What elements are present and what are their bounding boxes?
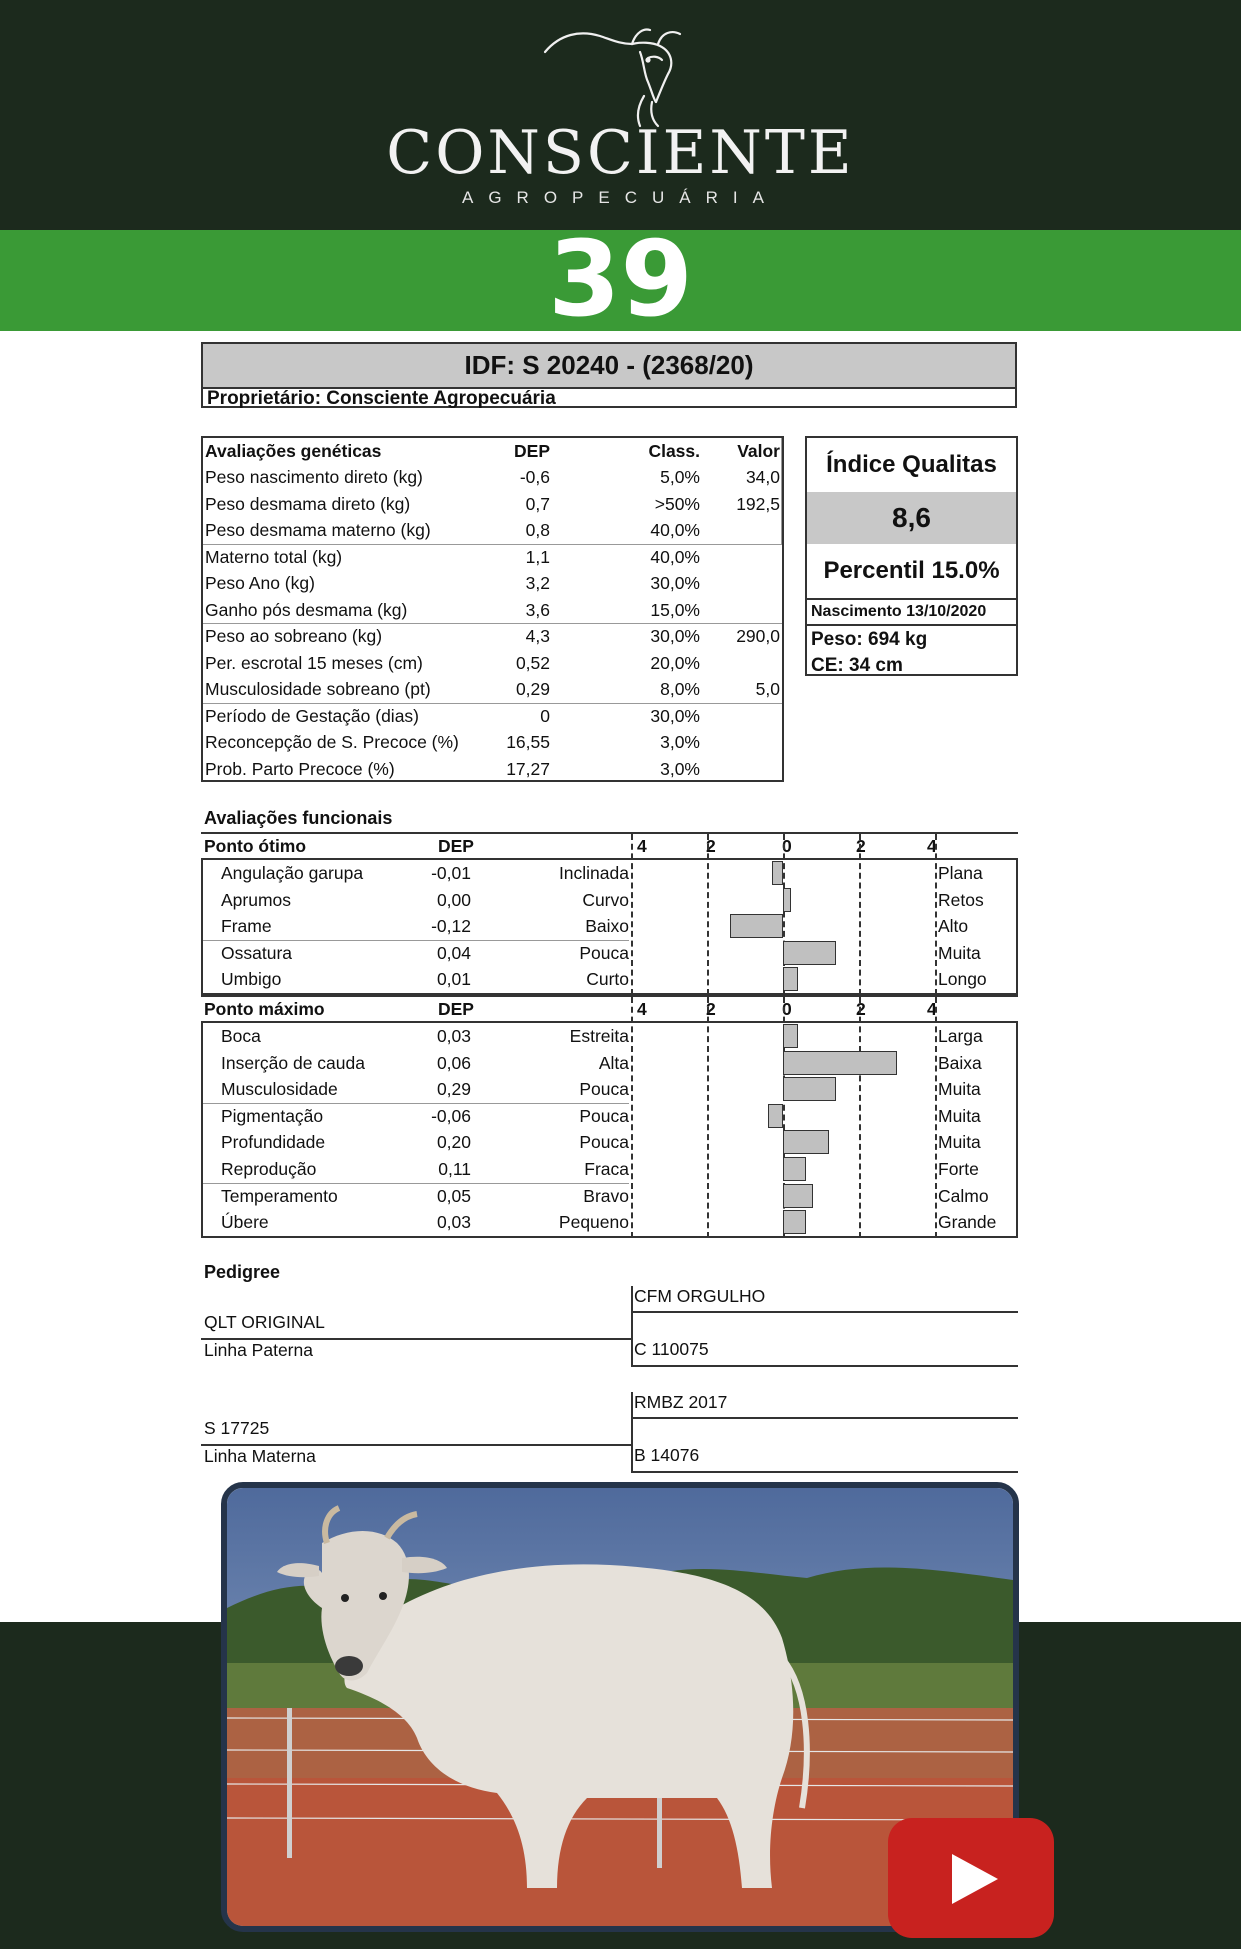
trait-bar: [783, 941, 836, 965]
trait-high-label: Alto: [938, 916, 969, 937]
genetic-cell: 30,0%: [650, 705, 700, 726]
scale-tick-label: 0: [782, 999, 792, 1019]
pedigree-dam-label: Linha Materna: [204, 1446, 316, 1466]
scale-tick-label: 2: [856, 836, 866, 856]
trait-dep: 0,29: [436, 1079, 471, 1100]
genetic-cell: 3,0%: [660, 732, 700, 752]
genetic-cell: Per. escrotal 15 meses (cm): [205, 652, 423, 673]
trait-low-label: Estreita: [569, 1026, 629, 1046]
genetic-cell: 40,0%: [650, 520, 700, 540]
genetic-cell: 0,52: [515, 652, 550, 673]
genetic-row: [203, 491, 782, 517]
genetic-cell: 34,0: [745, 467, 780, 487]
trait-bar: [783, 1051, 897, 1075]
genetic-cell: 0,7: [525, 493, 550, 514]
trait-low-label: Curto: [586, 969, 629, 990]
trait-high-label: Calmo: [938, 1185, 989, 1206]
qualitas-box: [805, 436, 1018, 676]
trait-dep: 0,11: [438, 1159, 471, 1179]
functional-header-row: [201, 833, 1018, 859]
birth-date: Nascimento 13/10/2020: [811, 603, 987, 620]
pedigree-sire-dam: C 110075: [634, 1339, 709, 1359]
trait-name: Boca: [221, 1026, 261, 1046]
genetic-cell: 20,0%: [650, 652, 700, 673]
scrotal-circumference: CE: 34 cm: [811, 655, 903, 676]
trait-name: Úbere: [221, 1212, 269, 1233]
trait-high-label: Muita: [938, 1105, 981, 1126]
trait-name: Pigmentação: [221, 1105, 324, 1126]
trait-high-label: Muita: [938, 1079, 981, 1100]
trait-dep: -0,01: [431, 863, 471, 883]
genetic-header-cell: Valor: [737, 441, 780, 461]
scale-tick-label: 2: [856, 999, 866, 1019]
trait-dep: 0,03: [436, 1212, 471, 1233]
functional-row: [201, 1129, 1018, 1155]
trait-bar: [772, 861, 783, 885]
pedigree-title: Pedigree: [204, 1262, 281, 1282]
genetic-cell: 30,0%: [650, 573, 700, 593]
bull-head-icon: [540, 22, 710, 132]
divider: [631, 1365, 1018, 1367]
functional-row: [201, 1103, 1018, 1129]
divider: [631, 1286, 633, 1366]
animal-idf: IDF: S 20240 - (2368/20): [203, 344, 1015, 389]
functional-row: [201, 1023, 1018, 1049]
trait-bar: [783, 1210, 806, 1234]
trait-high-label: Forte: [938, 1159, 979, 1179]
trait-dep: 0,00: [436, 889, 471, 910]
trait-dep: 0,20: [436, 1132, 471, 1153]
trait-name: Profundidade: [221, 1132, 326, 1153]
trait-low-label: Alta: [598, 1052, 629, 1073]
genetic-row: [203, 756, 782, 782]
functional-section-header: Ponto ótimo: [204, 836, 307, 856]
functional-row: [201, 1076, 1018, 1102]
genetic-header-cell: Avaliações genéticas: [205, 441, 382, 461]
genetic-cell: 15,0%: [650, 599, 700, 620]
trait-low-label: Inclinada: [558, 863, 629, 883]
genetic-row: [203, 544, 782, 570]
genetic-row: [203, 729, 782, 755]
functional-dep-header: DEP: [438, 836, 474, 856]
trait-high-label: Grande: [938, 1212, 997, 1233]
genetic-cell: 0,29: [515, 679, 550, 699]
genetic-cell: 3,6: [525, 599, 550, 620]
trait-low-label: Baixo: [585, 916, 629, 937]
trait-name: Temperamento: [221, 1185, 338, 1206]
trait-name: Inserção de cauda: [221, 1052, 365, 1073]
genetic-cell: 192,5: [736, 493, 780, 514]
trait-high-label: Plana: [938, 863, 983, 883]
trait-bar: [783, 1024, 798, 1048]
genetic-cell: 17,27: [506, 758, 550, 779]
genetic-cell: Peso nascimento direto (kg): [205, 467, 423, 487]
trait-bar: [783, 1157, 806, 1181]
trait-name: Angulação garupa: [221, 863, 364, 883]
genetic-row: [203, 597, 782, 623]
genetic-row: [203, 703, 782, 729]
play-icon: [952, 1854, 998, 1904]
trait-high-label: Muita: [938, 1132, 981, 1153]
divider: [631, 1392, 633, 1472]
trait-low-label: Curvo: [582, 889, 629, 910]
trait-high-label: Larga: [938, 1026, 983, 1046]
genetic-cell: 5,0%: [660, 467, 700, 487]
trait-high-label: Longo: [938, 969, 987, 990]
pedigree-sire-label: Linha Paterna: [204, 1340, 313, 1360]
pedigree-dam: S 17725: [204, 1418, 270, 1438]
trait-high-label: Muita: [938, 942, 981, 963]
genetic-header-cell: DEP: [514, 441, 550, 461]
genetic-cell: Período de Gestação (dias): [205, 705, 420, 726]
genetic-cell: 3,0%: [660, 758, 700, 779]
pedigree-dam-sire: RMBZ 2017: [634, 1392, 728, 1412]
scale-tick-label: 4: [927, 836, 937, 856]
functional-title: Avaliações funcionais: [204, 808, 393, 828]
functional-header-row: [201, 996, 1018, 1022]
trait-name: Ossatura: [221, 942, 292, 963]
genetic-cell: 290,0: [736, 626, 780, 646]
genetic-row: [203, 676, 782, 702]
trait-dep: -0,12: [431, 916, 471, 937]
functional-row: [201, 1209, 1018, 1235]
functional-row: [201, 860, 1018, 886]
trait-bar: [783, 1184, 813, 1208]
trait-low-label: Pouca: [579, 1132, 629, 1153]
trait-name: Musculosidade: [221, 1079, 338, 1100]
divider: [631, 1311, 1018, 1313]
genetic-cell: 3,2: [525, 573, 550, 593]
genetic-cell: Ganho pós desmama (kg): [205, 599, 408, 620]
qualitas-percentile: Percentil 15.0%: [807, 544, 1016, 600]
functional-row: [201, 1183, 1018, 1209]
divider: [631, 1417, 1018, 1419]
genetic-cell: 1,1: [525, 546, 550, 567]
functional-row: [201, 940, 1018, 966]
animal-weight: Peso: 694 kg: [811, 629, 928, 650]
qualitas-value: 8,6: [807, 492, 1016, 544]
divider: [807, 624, 1016, 626]
trait-dep: 0,04: [436, 942, 471, 963]
trait-dep: 0,03: [436, 1026, 471, 1046]
trait-name: Reprodução: [221, 1159, 317, 1179]
trait-bar: [730, 914, 783, 938]
trait-bar: [783, 1077, 836, 1101]
animal-id-box: [201, 342, 1017, 408]
trait-low-label: Fraca: [584, 1159, 629, 1179]
genetic-cell: Musculosidade sobreano (pt): [205, 679, 431, 699]
functional-row: [201, 887, 1018, 913]
genetic-header-row: [203, 438, 782, 464]
brand-subtitle: AGROPECUÁRIA: [462, 188, 779, 207]
genetic-cell: 4,3: [525, 626, 550, 646]
scale-tick-label: 4: [637, 836, 647, 856]
trait-low-label: Pouca: [579, 1105, 629, 1126]
genetic-cell: Peso ao sobreano (kg): [205, 626, 383, 646]
trait-low-label: Pouca: [579, 942, 629, 963]
trait-dep: 0,05: [436, 1185, 471, 1206]
trait-low-label: Pequeno: [558, 1212, 629, 1233]
genetic-header-cell: Class.: [648, 441, 700, 461]
scale-tick-label: 2: [706, 999, 716, 1019]
trait-bar: [783, 967, 798, 991]
functional-dep-header: DEP: [438, 999, 474, 1019]
genetic-row: [203, 623, 782, 649]
functional-table: [201, 832, 1018, 1232]
genetic-cell: >50%: [654, 493, 700, 514]
genetic-cell: 5,0: [755, 679, 780, 699]
divider: [631, 1471, 1018, 1473]
genetic-cell: Peso Ano (kg): [205, 573, 315, 593]
play-button[interactable]: [888, 1818, 1054, 1938]
trait-name: Umbigo: [221, 969, 282, 990]
genetic-cell: Materno total (kg): [205, 546, 343, 567]
genetic-cell: Prob. Parto Precoce (%): [205, 758, 395, 779]
trait-name: Aprumos: [221, 889, 292, 910]
trait-dep: 0,01: [436, 969, 471, 990]
scale-tick-label: 0: [782, 836, 792, 856]
trait-low-label: Bravo: [583, 1185, 629, 1206]
trait-bar: [783, 1130, 829, 1154]
trait-dep: -0,06: [431, 1105, 471, 1126]
functional-row: [201, 966, 1018, 992]
genetic-row: [203, 464, 782, 490]
genetic-cell: 30,0%: [650, 626, 700, 646]
qualitas-title: Índice Qualitas: [826, 451, 997, 478]
functional-row: [201, 1156, 1018, 1182]
trait-high-label: Baixa: [938, 1052, 982, 1073]
genetic-row: [203, 517, 782, 543]
functional-row: [201, 913, 1018, 939]
genetic-cell: 16,55: [506, 732, 550, 752]
trait-bar: [768, 1104, 783, 1128]
genetic-table: [201, 436, 784, 782]
trait-dep: 0,06: [436, 1052, 471, 1073]
genetic-cell: 40,0%: [650, 546, 700, 567]
pedigree-sire: QLT ORIGINAL: [204, 1312, 325, 1332]
genetic-cell: Peso desmama direto (kg): [205, 493, 411, 514]
brand-name: CONSCIENTE: [386, 118, 855, 188]
scale-tick-label: 4: [637, 999, 647, 1019]
genetic-row: [203, 650, 782, 676]
genetic-row: [203, 570, 782, 596]
scale-tick-label: 4: [927, 999, 937, 1019]
genetic-cell: Peso desmama materno (kg): [205, 520, 431, 540]
scale-tick-label: 2: [706, 836, 716, 856]
functional-section-header: Ponto máximo: [204, 999, 325, 1019]
pedigree-sire-sire: CFM ORGULHO: [634, 1286, 766, 1306]
trait-high-label: Retos: [938, 889, 984, 910]
trait-low-label: Pouca: [579, 1079, 629, 1100]
genetic-cell: 0: [540, 705, 550, 726]
genetic-cell: 0,8: [525, 520, 550, 540]
trait-name: Frame: [221, 916, 272, 937]
lot-number: 39: [548, 218, 693, 340]
trait-bar: [783, 888, 791, 912]
genetic-cell: 8,0%: [660, 679, 700, 699]
genetic-cell: Reconcepção de S. Precoce (%): [205, 732, 459, 752]
pedigree-dam-dam: B 14076: [634, 1445, 700, 1465]
genetic-cell: -0,6: [519, 467, 550, 487]
animal-owner: Proprietário: Consciente Agropecuária: [207, 388, 556, 409]
